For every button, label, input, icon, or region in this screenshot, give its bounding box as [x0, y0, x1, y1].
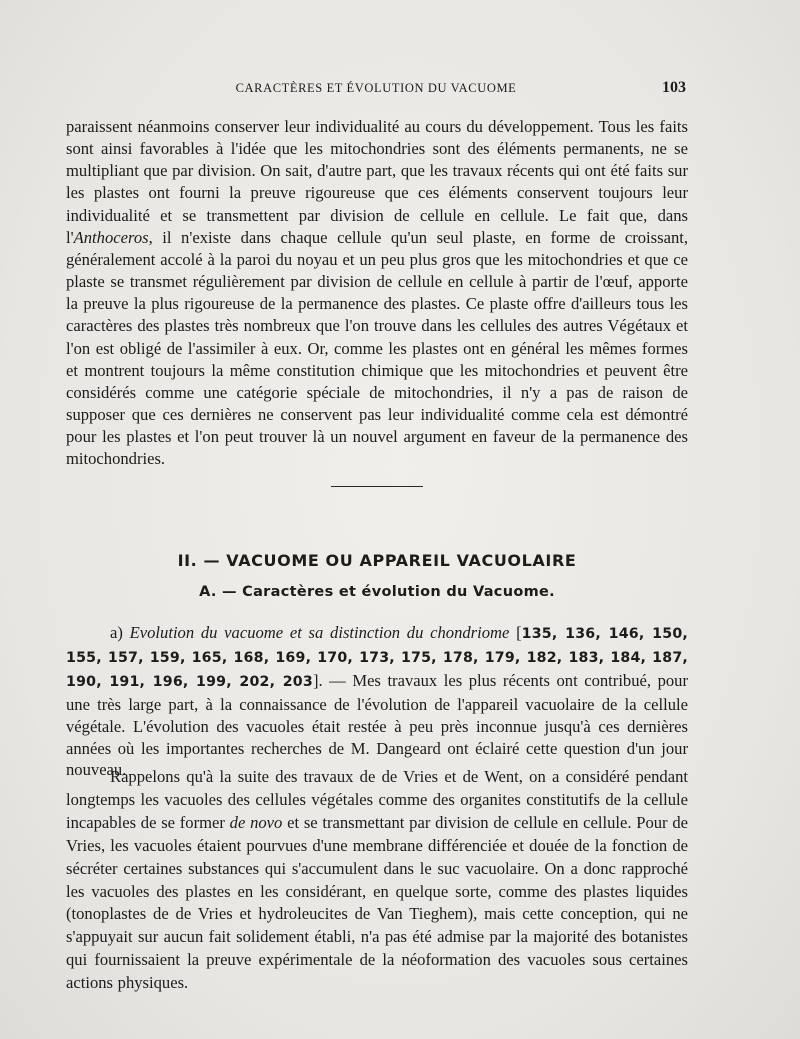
- refs-bracket-open: [: [509, 623, 522, 642]
- italic-term-anthoceros: Anthoceros: [73, 227, 149, 247]
- paragraph-de-vries: [66, 766, 688, 995]
- paragraph-prefix: a): [110, 623, 130, 642]
- paragraph-text: — Mes travaux les plus récents ont contribué, pour une très large part, à la connaissance de l'évolution de l'appareil vacuolaire de la cellule végétale. L'évolution des vacuoles était restée à peu près inconnue jusqu'à ces dernières années où les importantes recherches de M. Dangeard ont éclairé cette question d'un jour nouveau.: [66, 670, 688, 780]
- subsection-heading: A. — Caractères et évolution du Vacuome.: [199, 584, 555, 600]
- section-heading: II. — VACUOME OU APPAREIL VACUOLAIRE: [177, 551, 577, 570]
- running-head-title: CARACTÈRES ET ÉVOLUTION DU VACUOME: [235, 81, 517, 95]
- refs-bracket-close: ].: [312, 670, 323, 690]
- paragraph-text: , il n'existe dans chaque cellule qu'un seul plaste, en forme de croissant, généralement accolé à la paroi du noyau et un peu plus gros que les mitochondries et que ce plaste se transmet régulièrement par division de cellule en cellule à partir de l'œuf, apporte la preuve la plus rigoureuse de la permanence des plastes. Ce plaste offre d'ailleurs tous les caractères des plastes très nombreux que l'on trouve dans les cellules des autres Végétaux et l'on est obligé de l'assimiler à eux. Or, comme les plastes ont en général les mêmes formes et montrent toujours la même constitution chimique que les mitochondries et peuvent être considérés comme une catégorie spéciale de mitochondries, il n'y a pas de raison de supposer que ces dernières ne conservent pas leur individualité comme cela est démontré pour les plastes et l'on peut trouver là un nouvel argument en faveur de la permanence des mitochondries.: [66, 227, 688, 469]
- paragraph-text: et se transmettant par division de cellule en cellule. Pour de Vries, les vacuoles étaient pourvues d'une membrane différenciée et douée de la fonction de sécréter certaines substances qui s'accumulent dans le suc vacuolaire. On a donc rapproché les vacuoles des plastes en les considérant, en quelque sorte, comme des plastes liquides (tonoplastes de de Vries et hydroleucites de Van Tieghem), mais cette conception, qui ne s'appuyait sur aucun fait solidement établi, n'a pas été admise par la majorité des botanistes qui fournissaient la preuve expérimentale de la néoformation des vacuoles sous certaines actions physiques.: [66, 812, 688, 993]
- reference-numbers: 135, 136, 146, 150, 155, 157, 159, 165, 168, 169, 170, 173, 175, 178, 179, 182, 183, 184, 187, 190, 191, 196, 199, 202, 203: [66, 626, 688, 690]
- running-head: [66, 79, 686, 99]
- page-number: 103: [662, 79, 686, 96]
- paragraph-mitochondries: [66, 116, 688, 471]
- italic-subheading: Evolution du vacuome et sa distinction du chondriome: [129, 623, 510, 642]
- paragraph-text: paraissent néanmoins conserver leur individualité au cours du développement. Tous les faits sont ainsi favorables à l'idée que les mitochondries sont des éléments permanents, ne se multipliant que par division. On sait, d'autre part, que les travaux récents qui ont été faits sur les plastes ont fourni la preuve rigoureuse que ces éléments conservent toujours leur individualité et se transmettent par division de cellule en cellule. Le fait que, dans l': [66, 117, 688, 247]
- paragraph-evolution-vacuome: [66, 622, 688, 781]
- italic-term-de-novo: de novo: [229, 812, 283, 832]
- section-divider: [331, 486, 423, 487]
- paragraph-text: Rappelons qu'à la suite des travaux de de Vries et de Went, on a considéré pendant longtemps les vacuoles des cellules végétales comme des organites constitutifs de la cellule incapables de se former: [66, 767, 688, 832]
